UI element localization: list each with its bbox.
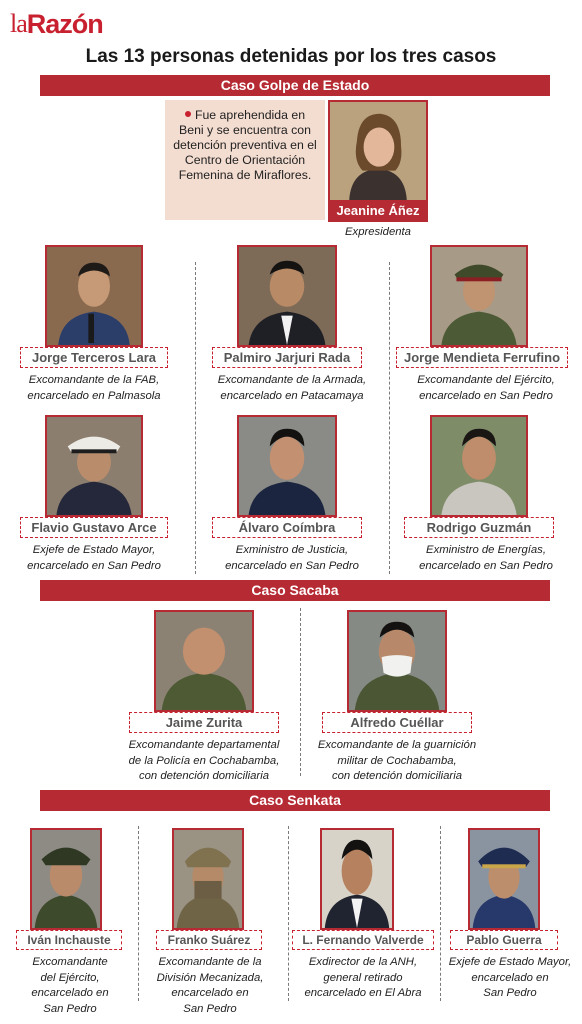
desc-line: encarcelado en: [471, 971, 549, 984]
case-golpe-header: Caso Golpe de Estado: [40, 75, 550, 96]
desc-line: San Pedro: [43, 1002, 97, 1015]
desc-alfredo-cuellar: [312, 738, 482, 785]
desc-line: militar de Cochabamba,: [337, 754, 457, 767]
photo-rodrigo-guzman: [430, 415, 528, 517]
desc-line: encarcelado en Patacamaya: [220, 389, 364, 402]
photo-jorge-terceros: [45, 245, 143, 347]
name-alfredo-cuellar: Alfredo Cuéllar: [322, 712, 472, 733]
separator: [288, 826, 289, 1001]
photo-jaime-zurita: [154, 610, 254, 712]
desc-line: encarcelado en: [171, 987, 249, 999]
desc-pablo-guerra: [444, 955, 576, 1002]
photo-pablo-guerra: [468, 828, 540, 930]
desc-line: San Pedro: [483, 987, 537, 999]
desc-line: con detención domiciliaria: [332, 770, 462, 782]
desc-line: Exministro de Energías,: [426, 544, 546, 556]
name-jaime-zurita: Jaime Zurita: [129, 712, 279, 733]
desc-alvaro-coimbra: [200, 543, 384, 574]
desc-jorge-mendieta: [394, 373, 578, 404]
name-jeanine-anez: Jeanine Áñez: [328, 200, 428, 222]
desc-line: San Pedro: [183, 1002, 237, 1015]
name-rodrigo-guzman: Rodrigo Guzmán: [404, 517, 554, 538]
photo-jeanine-anez: [328, 100, 428, 202]
desc-rodrigo-guzman: [394, 543, 578, 574]
desc-line: encarcelado en Palmasola: [27, 389, 161, 402]
desc-jorge-terceros: [10, 373, 178, 404]
name-fernando-valverde: L. Fernando Valverde: [292, 930, 434, 950]
desc-line: Excomandante departamental: [128, 739, 280, 751]
desc-line: Exjefe de Estado Mayor,: [448, 956, 572, 968]
separator: [440, 826, 441, 1001]
desc-line: con detención domiciliaria: [139, 770, 269, 782]
name-franko-suarez: Franko Suárez: [156, 930, 262, 950]
page-title: Las 13 personas detenidas por los tres casos: [85, 46, 497, 67]
bullet-icon: [185, 111, 191, 117]
desc-line: encarcelado en San Pedro: [419, 559, 553, 572]
desc-line: Exjefe de Estado Mayor,: [32, 544, 156, 556]
photo-alfredo-cuellar: [347, 610, 447, 712]
desc-line: de la Policía en Cochabamba,: [128, 754, 280, 767]
desc-line: encarcelado en San Pedro: [225, 559, 359, 572]
featured-note-box: [165, 100, 325, 220]
desc-line: Excomandante de la Armada,: [217, 374, 367, 386]
separator: [389, 262, 390, 574]
desc-line: Excomandante de la FAB,: [28, 374, 160, 386]
separator: [195, 262, 196, 574]
desc-franko-suarez: [148, 955, 272, 1017]
role-jeanine-anez: Expresidenta: [345, 226, 411, 238]
desc-fernando-valverde: [292, 955, 434, 1002]
name-ivan-inchauste: Iván Inchauste: [16, 930, 122, 950]
desc-line: general retirado: [323, 971, 403, 984]
name-palmiro-jarjuri: Palmiro Jarjuri Rada: [212, 347, 362, 368]
desc-jaime-zurita: [119, 738, 289, 785]
desc-line: Excomandante: [32, 956, 108, 968]
desc-palmiro-jarjuri: [200, 373, 384, 404]
desc-line: División Mecanizada,: [156, 971, 264, 984]
desc-line: Exministro de Justicia,: [235, 544, 349, 556]
photo-alvaro-coimbra: [237, 415, 337, 517]
photo-jorge-mendieta: [430, 245, 528, 347]
photo-fernando-valverde: [320, 828, 394, 930]
featured-note: Fue aprehendida en Beni y se encuentra con detención preventiva en el Centro de Orientación Femenina de Miraflores.: [173, 108, 317, 182]
photo-franko-suarez: [172, 828, 244, 930]
name-jorge-terceros: Jorge Terceros Lara: [20, 347, 168, 368]
photo-flavio-arce: [45, 415, 143, 517]
desc-line: Excomandante del Ejército,: [417, 374, 555, 386]
desc-line: encarcelado en San Pedro: [27, 559, 161, 572]
separator: [138, 826, 139, 1001]
case-senkata-header: Caso Senkata: [40, 790, 550, 811]
desc-ivan-inchauste: [8, 955, 132, 1017]
desc-line: del Ejército,: [40, 971, 100, 984]
name-pablo-guerra: Pablo Guerra: [450, 930, 558, 950]
desc-flavio-arce: [10, 543, 178, 574]
name-flavio-arce: Flavio Gustavo Arce: [20, 517, 168, 538]
la-razon-logo: [10, 10, 103, 38]
desc-line: Excomandante de la guarnición: [317, 739, 477, 751]
desc-line: Exdirector de la ANH,: [308, 956, 418, 968]
desc-line: encarcelado en El Abra: [304, 987, 422, 999]
desc-line: encarcelado en San Pedro: [419, 389, 553, 402]
name-jorge-mendieta: Jorge Mendieta Ferrufino: [396, 347, 568, 368]
logo-razon: Razón: [26, 9, 103, 39]
name-alvaro-coimbra: Álvaro Coímbra: [212, 517, 362, 538]
desc-line: Excomandante de la: [158, 956, 262, 968]
desc-line: encarcelado en: [31, 987, 109, 999]
separator: [300, 608, 301, 776]
photo-palmiro-jarjuri: [237, 245, 337, 347]
logo-la: la: [10, 9, 27, 38]
case-sacaba-header: Caso Sacaba: [40, 580, 550, 601]
photo-ivan-inchauste: [30, 828, 102, 930]
